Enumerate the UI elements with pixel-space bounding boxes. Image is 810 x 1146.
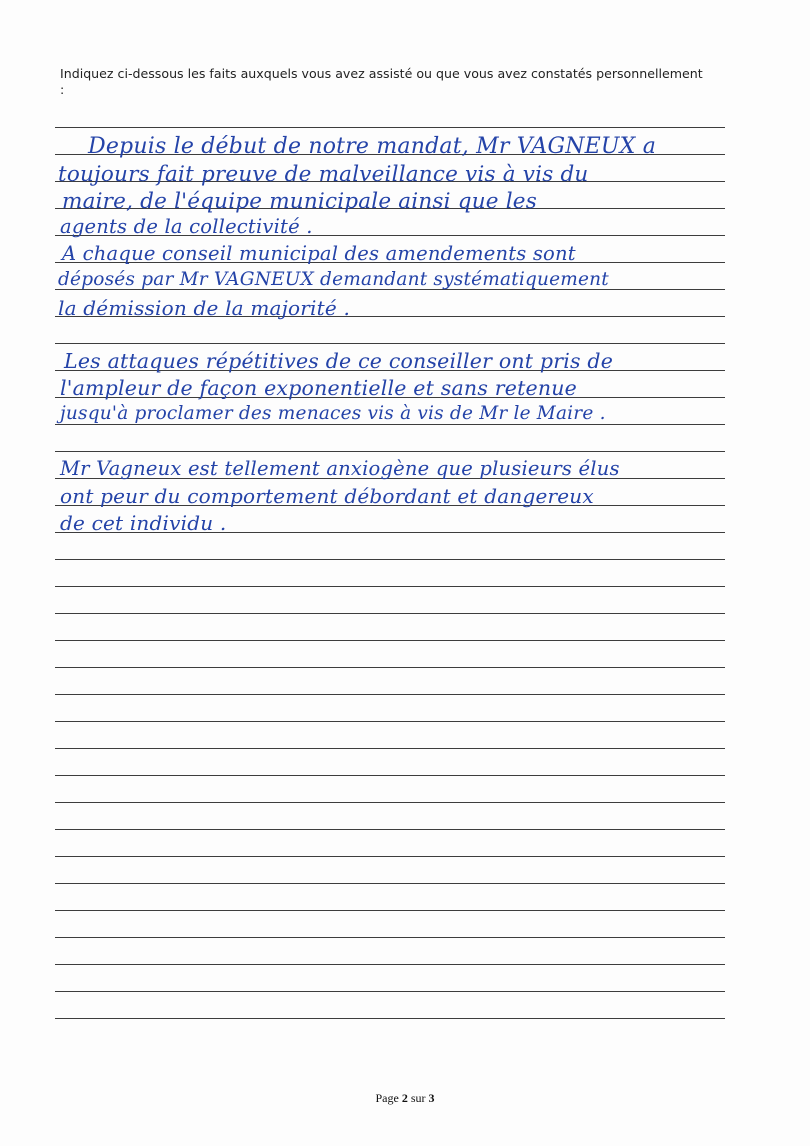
handwritten-line: Les attaques répétitives de ce conseiller ont pris de [64, 349, 614, 373]
ruled-line [55, 559, 725, 560]
footer-total-pages: 3 [428, 1091, 435, 1105]
ruled-line [55, 856, 725, 857]
ruled-lines [55, 100, 725, 1040]
handwritten-line: A chaque conseil municipal des amendements sont [62, 242, 576, 265]
handwritten-line: jusqu'à proclamer des menaces vis à vis de Mr le Maire . [60, 403, 606, 424]
ruled-line [55, 586, 725, 587]
ruled-line [55, 613, 725, 614]
handwritten-line: Mr Vagneux est tellement anxiogène que plusieurs élus [60, 457, 620, 480]
ruled-line [55, 883, 725, 884]
ruled-line [55, 343, 725, 344]
page-footer [0, 1091, 810, 1106]
ruled-line [55, 910, 725, 911]
ruled-line [55, 937, 725, 938]
ruled-line [55, 748, 725, 749]
ruled-line [55, 451, 725, 452]
handwritten-line: déposés par Mr VAGNEUX demandant systématiquement [58, 269, 609, 290]
ruled-line [55, 721, 725, 722]
handwritten-line: l'ampleur de façon exponentielle et sans retenue [60, 376, 577, 400]
footer-separator: sur [410, 1091, 426, 1105]
footer-page-number: 2 [401, 1091, 408, 1105]
handwritten-line: toujours fait preuve de malveillance vis à vis du [58, 162, 589, 187]
ruled-line [55, 991, 725, 992]
ruled-line [55, 1018, 725, 1019]
handwritten-line: ont peur du comportement débordant et dangereux [60, 484, 594, 508]
ruled-line [55, 694, 725, 695]
handwritten-line: de cet individu . [60, 511, 227, 535]
footer-prefix: Page [375, 1091, 399, 1105]
ruled-line [55, 640, 725, 641]
ruled-line [55, 802, 725, 803]
handwritten-line: la démission de la majorité . [58, 296, 351, 320]
form-instruction: Indiquez ci-dessous les faits auxquels vous avez assisté ou que vous avez constatés personnellement : [60, 66, 703, 97]
handwritten-line: maire, de l'équipe municipale ainsi que les [62, 189, 537, 214]
ruled-line [55, 775, 725, 776]
ruled-line [55, 829, 725, 830]
ruled-line [55, 424, 725, 425]
ruled-line [55, 127, 725, 128]
ruled-line [55, 667, 725, 668]
handwritten-line: agents de la collectivité . [60, 215, 313, 238]
handwritten-line: Depuis le début de notre mandat, Mr VAGNEUX a [88, 134, 657, 159]
ruled-line [55, 964, 725, 965]
